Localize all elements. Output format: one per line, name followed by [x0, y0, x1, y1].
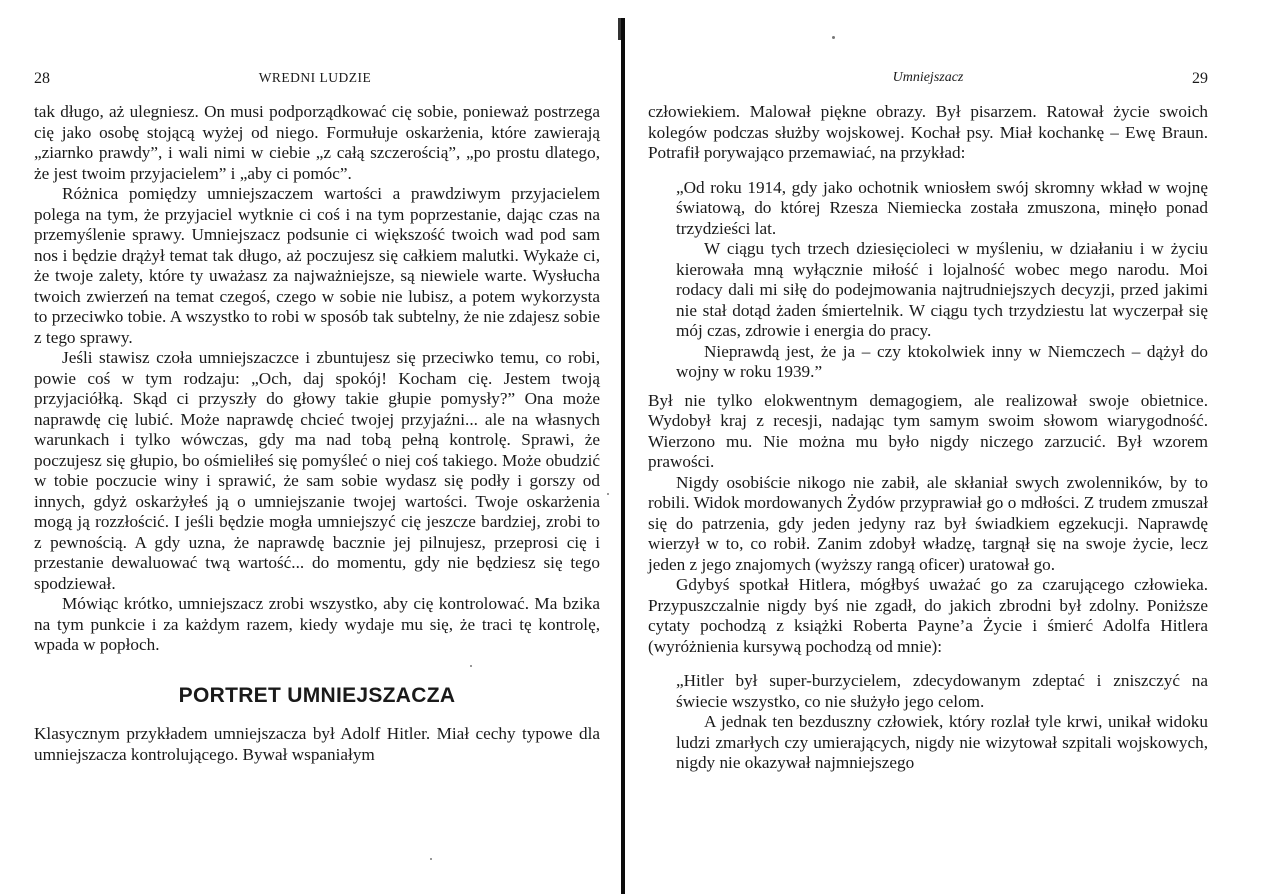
quote-paragraph: „Od roku 1914, gdy jako ochotnik wniosłem swój skromny wkład w wojnę światową, do której Rzesza Niemiecka została zmuszona, minęło ponad trzydzieści lat. [676, 177, 1208, 238]
quote-paragraph: W ciągu tych trzech dziesięcioleci w myśleniu, w działaniu i w życiu kierowała mną wyłącznie miłość i lojalność wobec mego narodu. Moi rodacy dali mi siłę do podejmowania najtrudniejszych decyzji, przed jakimi nie stał dotąd żaden śmiertelnik. W ciągu tych trzydziestu lat wyczerpał się mój czas, zdrowie i energia do pracy. [676, 239, 1208, 340]
paragraph: Różnica pomiędzy umniejszaczem wartości a prawdziwym przyjacielem polega na tym, że przyjaciel wytknie ci coś i na tym poprzestanie, dając czas na przemyślenie sprawy. Umniejszacz podsunie ci większość twoich wad pod sam nos i będzie drążył temat tak długo, aż poczujesz się całkiem malutki. Wykaże ci, że twoje zalety, które ty uważasz za najważniejsze, są niewiele warte. Wysłucha twoich zwierzeń na temat czegoś, czego w sobie nie lubisz, a potem wykorzysta to przeciwko tobie. A wszystko to robi w sposób tak subtelny, że nie zdajesz sobie z tego sprawy. [34, 184, 600, 347]
book-gutter [621, 18, 625, 894]
block-quote [676, 671, 1208, 774]
paragraph: tak długo, aż ulegniesz. On musi podporządkować cię sobie, ponieważ postrzega cię jako osobę stojącą wyżej od niego. Formułuje oskarżenia, które zawierają „ziarnko prawdy”, i wali nimi w ciebie „z całą szczerością”, „po prostu dlatego, że jest twoim przyjacielem” i „aby ci pomóc”. [34, 102, 600, 183]
block-quote [676, 178, 1208, 383]
quote-paragraph: Nieprawdą jest, że ja – czy ktokolwiek inny w Niemczech – dążył do wojny w roku 1939.” [676, 341, 1208, 381]
paragraph: Mówiąc krótko, umniejszacz zrobi wszystko, aby cię kontrolować. Ma bzika na tym punkcie i za każdym razem, kiedy wydaje mu się, że traci tę kontrolę, wpada w popłoch. [34, 594, 600, 654]
paragraph: Był nie tylko elokwentnym demagogiem, ale realizował swoje obietnice. Wydobył kraj z recesji, nadając tym samym swoim słowom wiarygodność. Wierzono mu. Nie można mu było nigdy niczego zarzucić. Był wzorem prawości. [648, 390, 1208, 471]
page-number: 29 [1192, 70, 1208, 87]
section-heading: PORTRET UMNIEJSZACZA [178, 683, 456, 707]
left-page [30, 0, 600, 894]
paragraph: Klasycznym przykładem umniejszacza był Adolf Hitler. Miał cechy typowe dla umniejszacza kontrolującego. Bywał wspaniałym [34, 724, 600, 764]
right-page-header [648, 70, 1208, 90]
paragraph: Gdybyś spotkał Hitlera, mógłbyś uważać go za czarującego człowieka. Przypuszczalnie nigdy byś nie zgadł, do jakich zbrodni był zdolny. Poniższe cytaty pochodzą z książki Roberta Payne’a Życie i śmierć Adolfa Hitlera (wyróżnienia kursywą pochodzą od mnie): [648, 575, 1208, 656]
paragraph: człowiekiem. Malował piękne obrazy. Był pisarzem. Ratował życie swoich kolegów podczas służby wojskowej. Kochał psy. Miał kochankę – Ewę Braun. Potrafił porywająco przemawiać, na przykład: [648, 102, 1208, 162]
quote-paragraph: A jednak ten bezduszny człowiek, który rozlał tyle krwi, unikał widoku ludzi zmarłych czy umierających, nigdy nie wizytował szpitali wojskowych, nigdy nie okazywał najmniejszego [676, 712, 1208, 772]
right-page [648, 0, 1208, 894]
running-title: Umniejszacz [892, 70, 964, 85]
left-page-body [34, 102, 600, 765]
left-page-header [30, 70, 600, 90]
scan-speck [607, 493, 609, 495]
running-title: WREDNI LUDZIE [258, 70, 372, 85]
quote-paragraph: „Hitler był super-burzycielem, zdecydowanym zdeptać i zniszczyć na świecie wszystko, co nie służyło jego celom. [676, 671, 1208, 711]
page-number: 28 [34, 70, 50, 87]
paragraph: Nigdy osobiście nikogo nie zabił, ale skłaniał swych zwolenników, by to robili. Widok mordowanych Żydów przyprawiał go o mdłości. Z trudem zmuszał się do patrzenia, gdy jeden jedyny raz był świadkiem egzekucji. Naprawdę wierzył w to, co robił. Zanim zdobył władzę, targnął się na swoje życie, lecz jeden z jego znajomych (wyższy rangą oficer) uratował go. [648, 472, 1208, 574]
right-page-body [648, 102, 1208, 782]
paragraph: Jeśli stawisz czoła umniejszaczce i zbuntujesz się przeciwko temu, co robi, powie coś w tym rodzaju: „Och, daj spokój! Kocham cię. Jestem twoją przyjaciółką. Skąd ci przyszły do głowy takie głupie pomysły?” Ona może naprawdę cię lubić. Może naprawdę chcieć twojej przyjaźni... ale na własnych warunkach i tylko wówczas, gdy ma nad tobą pełną kontrolę. Sprawi, że poczujesz się głupio, bo ośmieliłeś się pomyśleć o niej coś takiego. Może obudzić w tobie poczucie winy i sprawić, że sam sobie wydasz się podły i gorszy od innych, gdyż oskarżyłeś ją o umniejszanie twojej wartości. Twoje oskarżenia mogą ją rozzłościć. I jeśli będzie mogła umniejszyć cię jeszcze bardziej, zrobi to z pewnością. A gdy uzna, że naprawdę bacznie jej pilnujesz, przeprosi cię i przestanie dewaluować twą wartość... do momentu, gdy nie będziesz się tego spodziewał. [34, 348, 600, 593]
